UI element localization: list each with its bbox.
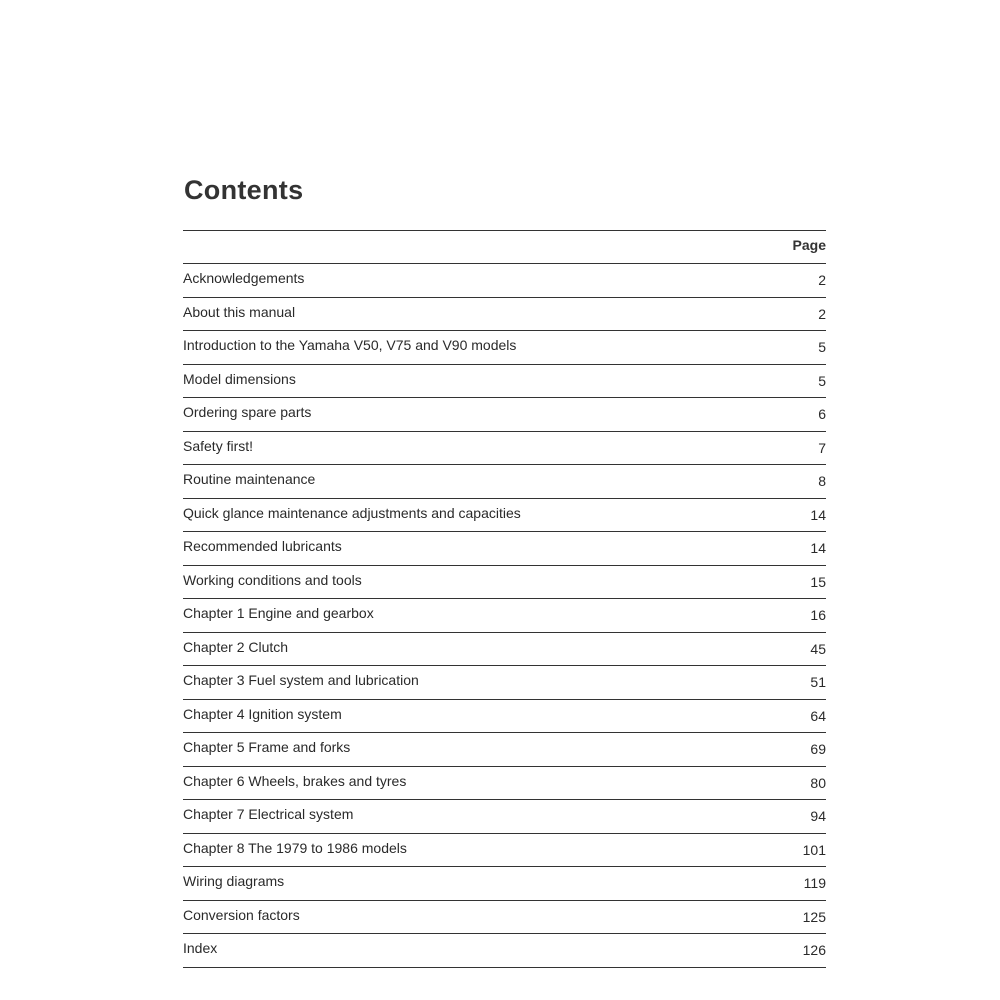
toc-entry-page-number: 5 <box>818 339 826 355</box>
toc-entry-title: Chapter 6 Wheels, brakes and tyres <box>183 772 407 789</box>
toc-entry-row <box>183 264 826 298</box>
toc-entry-page-number: 51 <box>810 674 826 690</box>
toc-entry-row <box>183 566 826 600</box>
toc-entry-title: Index <box>183 940 218 956</box>
contents-entries <box>183 264 826 968</box>
toc-entry-page-number: 16 <box>810 607 826 623</box>
contents-table <box>183 230 826 968</box>
toc-entry-page-number: 119 <box>803 875 826 891</box>
toc-entry-page-number: 8 <box>818 473 826 489</box>
toc-entry-row <box>183 834 826 868</box>
toc-entry-page-number: 14 <box>810 506 826 523</box>
toc-entry-row <box>183 800 826 834</box>
toc-entry-page-number: 126 <box>802 942 826 958</box>
toc-entry-row <box>183 465 826 499</box>
toc-entry-title: Safety first! <box>183 437 254 454</box>
toc-entry-title: Conversion factors <box>183 906 300 923</box>
toc-entry-row <box>183 633 826 667</box>
toc-entry-row <box>183 700 826 734</box>
toc-entry-page-number: 5 <box>818 372 826 389</box>
toc-entry-title: Chapter 7 Electrical system <box>183 806 354 822</box>
toc-entry-title: Chapter 1 Engine and gearbox <box>183 605 374 621</box>
toc-entry-row <box>183 666 826 700</box>
toc-entry-row <box>183 331 826 365</box>
toc-entry-row <box>183 365 826 399</box>
toc-entry-page-number: 125 <box>802 908 826 925</box>
toc-entry-title: Working conditions and tools <box>183 571 362 588</box>
toc-entry-row <box>183 599 826 633</box>
toc-entry-title: Recommended lubricants <box>183 538 342 554</box>
toc-entry-row <box>183 934 826 968</box>
toc-entry-page-number: 94 <box>810 808 826 824</box>
page-title: Contents <box>184 175 304 205</box>
toc-entry-page-number: 15 <box>810 573 826 590</box>
toc-entry-title: About this manual <box>183 303 296 320</box>
toc-entry-page-number: 2 <box>818 272 826 288</box>
toc-entry-title: Wiring diagrams <box>183 873 285 889</box>
toc-entry-page-number: 6 <box>818 406 826 422</box>
toc-entry-row <box>183 867 826 901</box>
toc-entry-row <box>183 532 826 566</box>
toc-entry-page-number: 14 <box>810 540 826 556</box>
page-column-header: Page <box>792 237 826 253</box>
toc-entry-title: Chapter 5 Frame and forks <box>183 739 351 755</box>
toc-entry-row <box>183 298 826 332</box>
toc-entry-title: Chapter 2 Clutch <box>183 638 289 655</box>
toc-entry-title: Ordering spare parts <box>183 404 312 420</box>
toc-entry-title: Quick glance maintenance adjustments and capacities <box>183 504 521 521</box>
toc-entry-title: Chapter 8 The 1979 to 1986 models <box>183 839 407 856</box>
toc-entry-page-number: 7 <box>818 439 826 456</box>
toc-entry-title: Chapter 4 Ignition system <box>183 705 342 722</box>
toc-entry-row <box>183 398 826 432</box>
toc-entry-page-number: 69 <box>810 741 826 757</box>
toc-entry-title: Routine maintenance <box>183 471 316 487</box>
toc-entry-page-number: 80 <box>810 774 826 791</box>
toc-entry-page-number: 64 <box>810 707 826 724</box>
toc-entry-row <box>183 733 826 767</box>
contents-header-row <box>183 231 826 264</box>
toc-entry-row <box>183 767 826 801</box>
toc-entry-row <box>183 432 826 466</box>
toc-entry-title: Acknowledgements <box>183 270 305 286</box>
toc-entry-page-number: 45 <box>810 640 826 657</box>
toc-entry-title: Model dimensions <box>183 370 296 387</box>
toc-entry-title: Introduction to the Yamaha V50, V75 and V90 models <box>183 337 517 353</box>
toc-entry-row <box>183 499 826 533</box>
toc-entry-page-number: 101 <box>802 841 826 858</box>
toc-entry-title: Chapter 3 Fuel system and lubrication <box>183 672 419 688</box>
toc-entry-row <box>183 901 826 935</box>
toc-entry-page-number: 2 <box>818 305 826 322</box>
